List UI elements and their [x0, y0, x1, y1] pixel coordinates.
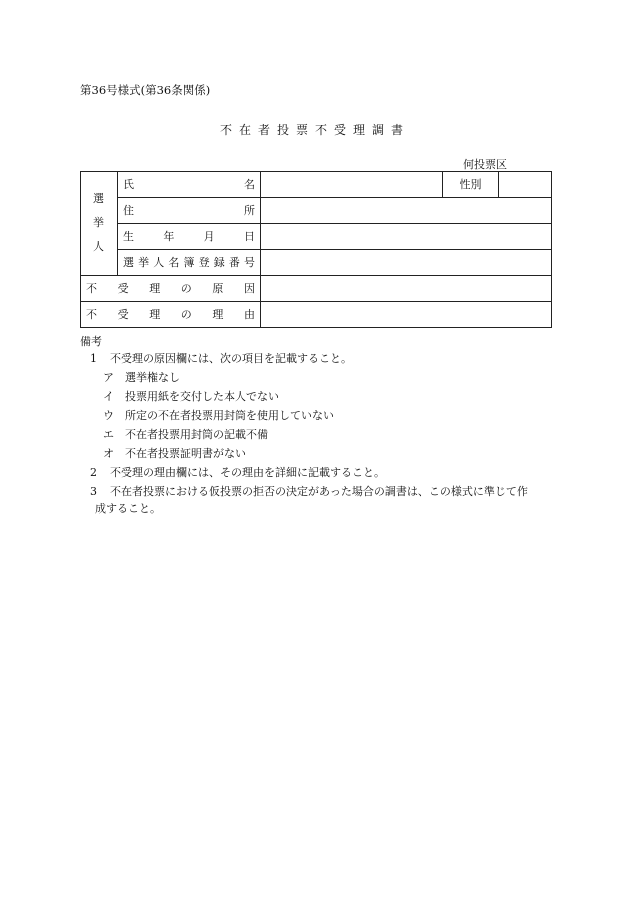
rejection-reason-label: 不 受 理 の 理 由: [86, 308, 255, 321]
note-subitem: エ 不在者投票用封筒の記載不備: [103, 428, 268, 441]
rejection-cause-value-field[interactable]: [261, 275, 551, 301]
registry-number-value-field[interactable]: [261, 249, 551, 275]
note-subitem: オ 不在者投票証明書がない: [103, 447, 246, 460]
name-value-field[interactable]: [261, 171, 442, 197]
note-item: 1 不受理の原因欄には、次の項目を記載すること。: [90, 352, 352, 365]
voter-group-label: 選 挙 人: [93, 192, 104, 253]
sex-value-field[interactable]: [499, 171, 551, 197]
birthdate-value-field[interactable]: [261, 223, 551, 249]
form-number: 第36号様式(第36条関係): [80, 83, 211, 97]
note-subitem: ア 選挙権なし: [103, 371, 180, 384]
rejection-cause-label: 不 受 理 の 原 因: [86, 282, 255, 295]
address-value-field[interactable]: [261, 197, 551, 223]
note-subitem: ウ 所定の不在者投票用封筒を使用していない: [103, 409, 334, 422]
note-item: 3 不在者投票における仮投票の拒否の決定があった場合の調書は、この様式に準じて作: [90, 485, 528, 498]
polling-district-label: 何投票区: [463, 158, 507, 171]
birthdate-label: 生 年 月 日: [123, 230, 255, 243]
rejection-record-table: [80, 171, 552, 327]
address-label: 住 所: [123, 204, 255, 217]
rejection-reason-value-field[interactable]: [261, 301, 551, 327]
note-item: 2 不受理の理由欄には、その理由を詳細に記載すること。: [90, 466, 385, 479]
registry-number-label: 選 挙 人 名 簿 登 録 番 号: [123, 256, 255, 269]
note-subitem: イ 投票用紙を交付した本人でない: [103, 390, 279, 403]
sex-label: 性別: [459, 178, 482, 191]
note-item-continuation: 成すること。: [95, 502, 161, 515]
notes-heading: 備考: [80, 335, 102, 348]
document-title: 不在者投票不受理調書: [219, 123, 410, 137]
name-label: 氏 名: [123, 178, 255, 191]
